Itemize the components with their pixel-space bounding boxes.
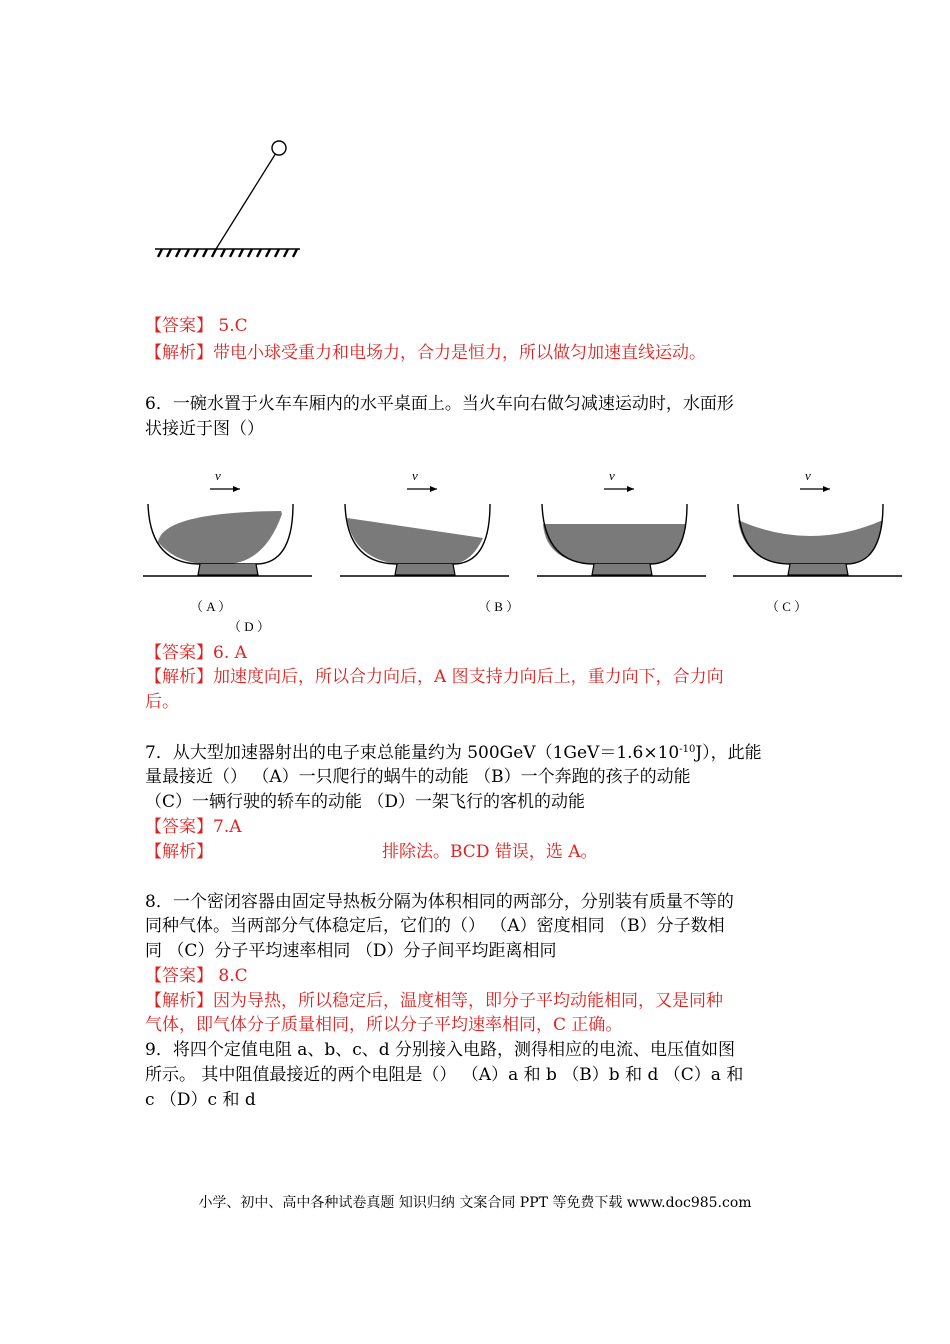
bowl-diagram-c [534,462,709,582]
q8-stem-line3: 同 （C）分子平均速率相同 （D）分子间平均距离相同 [145,941,557,961]
page-footer: 小学、初中、高中各种试卷真题 知识归纳 文案合同 PPT 等免费下载 www.doc985.com [198,1195,752,1211]
pendulum-figure [150,135,310,265]
q8-stem-line2: 同种气体。当两部分气体稳定后，它们的（） （A）密度相同 （B）分子数相 [145,916,725,936]
q7-analysis-text: 排除法。BCD 错误，选 A。 [382,842,598,862]
q8-analysis-line2: 气体，即气体分子质量相同，所以分子平均速率相同，C 正确。 [145,1015,623,1035]
q6-answer: 【答案】6. A [145,643,247,663]
q9-stem-line2: 所示。 其中阻值最接近的两个电阻是（） （A）a 和 b （B）b 和 d （C）a 和 [145,1065,744,1085]
q7-stem-line2: 量最接近（） （A）一只爬行的蜗牛的动能 （B）一个奔跑的孩子的动能 [145,767,691,787]
bowl-diagram-a [140,462,315,582]
bowl-diagram-b [337,462,512,582]
caption-b: （ B ） [478,599,520,614]
velocity-label: v [609,468,615,483]
q6-analysis-line1: 【解析】加速度向后，所以合力向后，A 图支持力向后上，重力向下，合力向 [145,667,724,687]
exponent: -10 [679,744,696,755]
velocity-label: v [805,468,811,483]
q8-analysis-line1: 【解析】因为导热，所以稳定后，温度相等，即分子平均动能相同，又是同种 [145,991,723,1011]
caption-a: （ A ） [190,599,232,614]
q8-stem-line1: 8．一个密闭容器由固定导热板分隔为体积相同的两部分，分别装有质量不等的 [145,892,734,912]
q6-analysis-line2: 后。 [145,692,179,712]
velocity-label: v [215,468,221,483]
caption-c: （ C ） [766,599,808,614]
q8-answer: 【答案】 8.C [145,966,248,986]
q5-answer: 【答案】 5.C [145,316,248,336]
q7-analysis-label: 【解析】 [145,842,213,862]
q6-stem-line1: 6．一碗水置于火车车厢内的水平桌面上。当火车向右做匀减速运动时，水面形 [145,394,734,414]
q9-stem-line3: c （D）c 和 d [145,1090,256,1110]
q5-analysis: 【解析】带电小球受重力和电场力，合力是恒力，所以做匀加速直线运动。 [145,343,706,363]
q7-stem-line3: （C）一辆行驶的轿车的动能 （D）一架飞行的客机的动能 [145,792,586,812]
q7-answer: 【答案】7.A [145,817,242,837]
q7-stem-line1: 7．从大型加速器射出的电子束总能量约为 $500GeV(1GeV=1.6\times 10^{-10}J)$，此能 [145,743,762,763]
q9-stem-line1: 9．将四个定值电阻 a、b、c、d 分别接入电路，测得相应的电流、电压值如图 [145,1040,736,1060]
caption-d: （ D ） [228,619,270,634]
q6-stem-line2: 状接近于图（） [145,419,264,439]
velocity-label: v [412,468,418,483]
bowl-diagram-d [730,462,905,582]
